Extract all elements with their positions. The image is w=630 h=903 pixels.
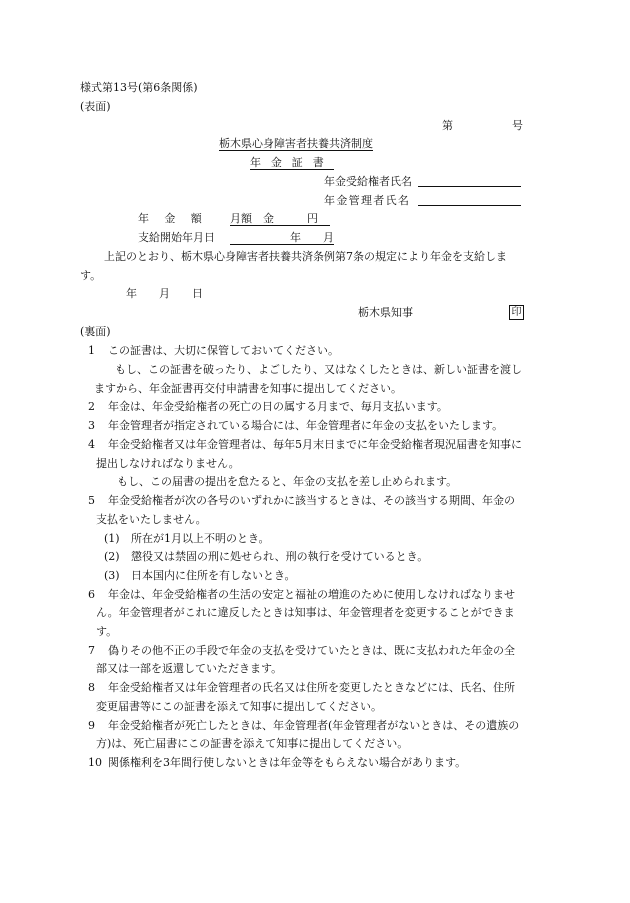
system-name: 栃木県心身障害者扶養共済制度 — [219, 137, 373, 150]
recipient-name-line — [418, 186, 521, 187]
body-text-line-2: す。 — [80, 269, 102, 282]
seal-stamp: 印 — [509, 305, 524, 320]
pension-amount-value: 月額 金 円 — [230, 213, 330, 226]
manager-name-line — [418, 205, 521, 206]
certificate-no-prefix: 第 — [442, 119, 453, 132]
body-text-line-1: 上記のとおり、栃木県心身障害者扶養共済条例第7条の規定により年金を支給しま — [104, 250, 507, 263]
certificate-no-suffix: 号 — [512, 119, 523, 132]
start-date-label: 支給開始年月日 — [138, 231, 215, 244]
issuer: 栃木県知事 — [358, 306, 413, 319]
form-number: 様式第13号(第6条関係) — [80, 81, 198, 94]
issue-date: 年 月 日 — [126, 287, 203, 300]
recipient-name-label: 年金受給権者氏名 — [324, 175, 412, 188]
manager-name-label: 年金管理者氏名 — [324, 194, 411, 207]
front-label: (表面) — [80, 100, 111, 113]
pension-amount-label: 年金額 — [138, 212, 218, 225]
back-label: (裏面) — [80, 325, 111, 338]
start-date-value: 年 月 — [230, 232, 334, 245]
certificate-title: 年金証書 — [250, 156, 334, 169]
